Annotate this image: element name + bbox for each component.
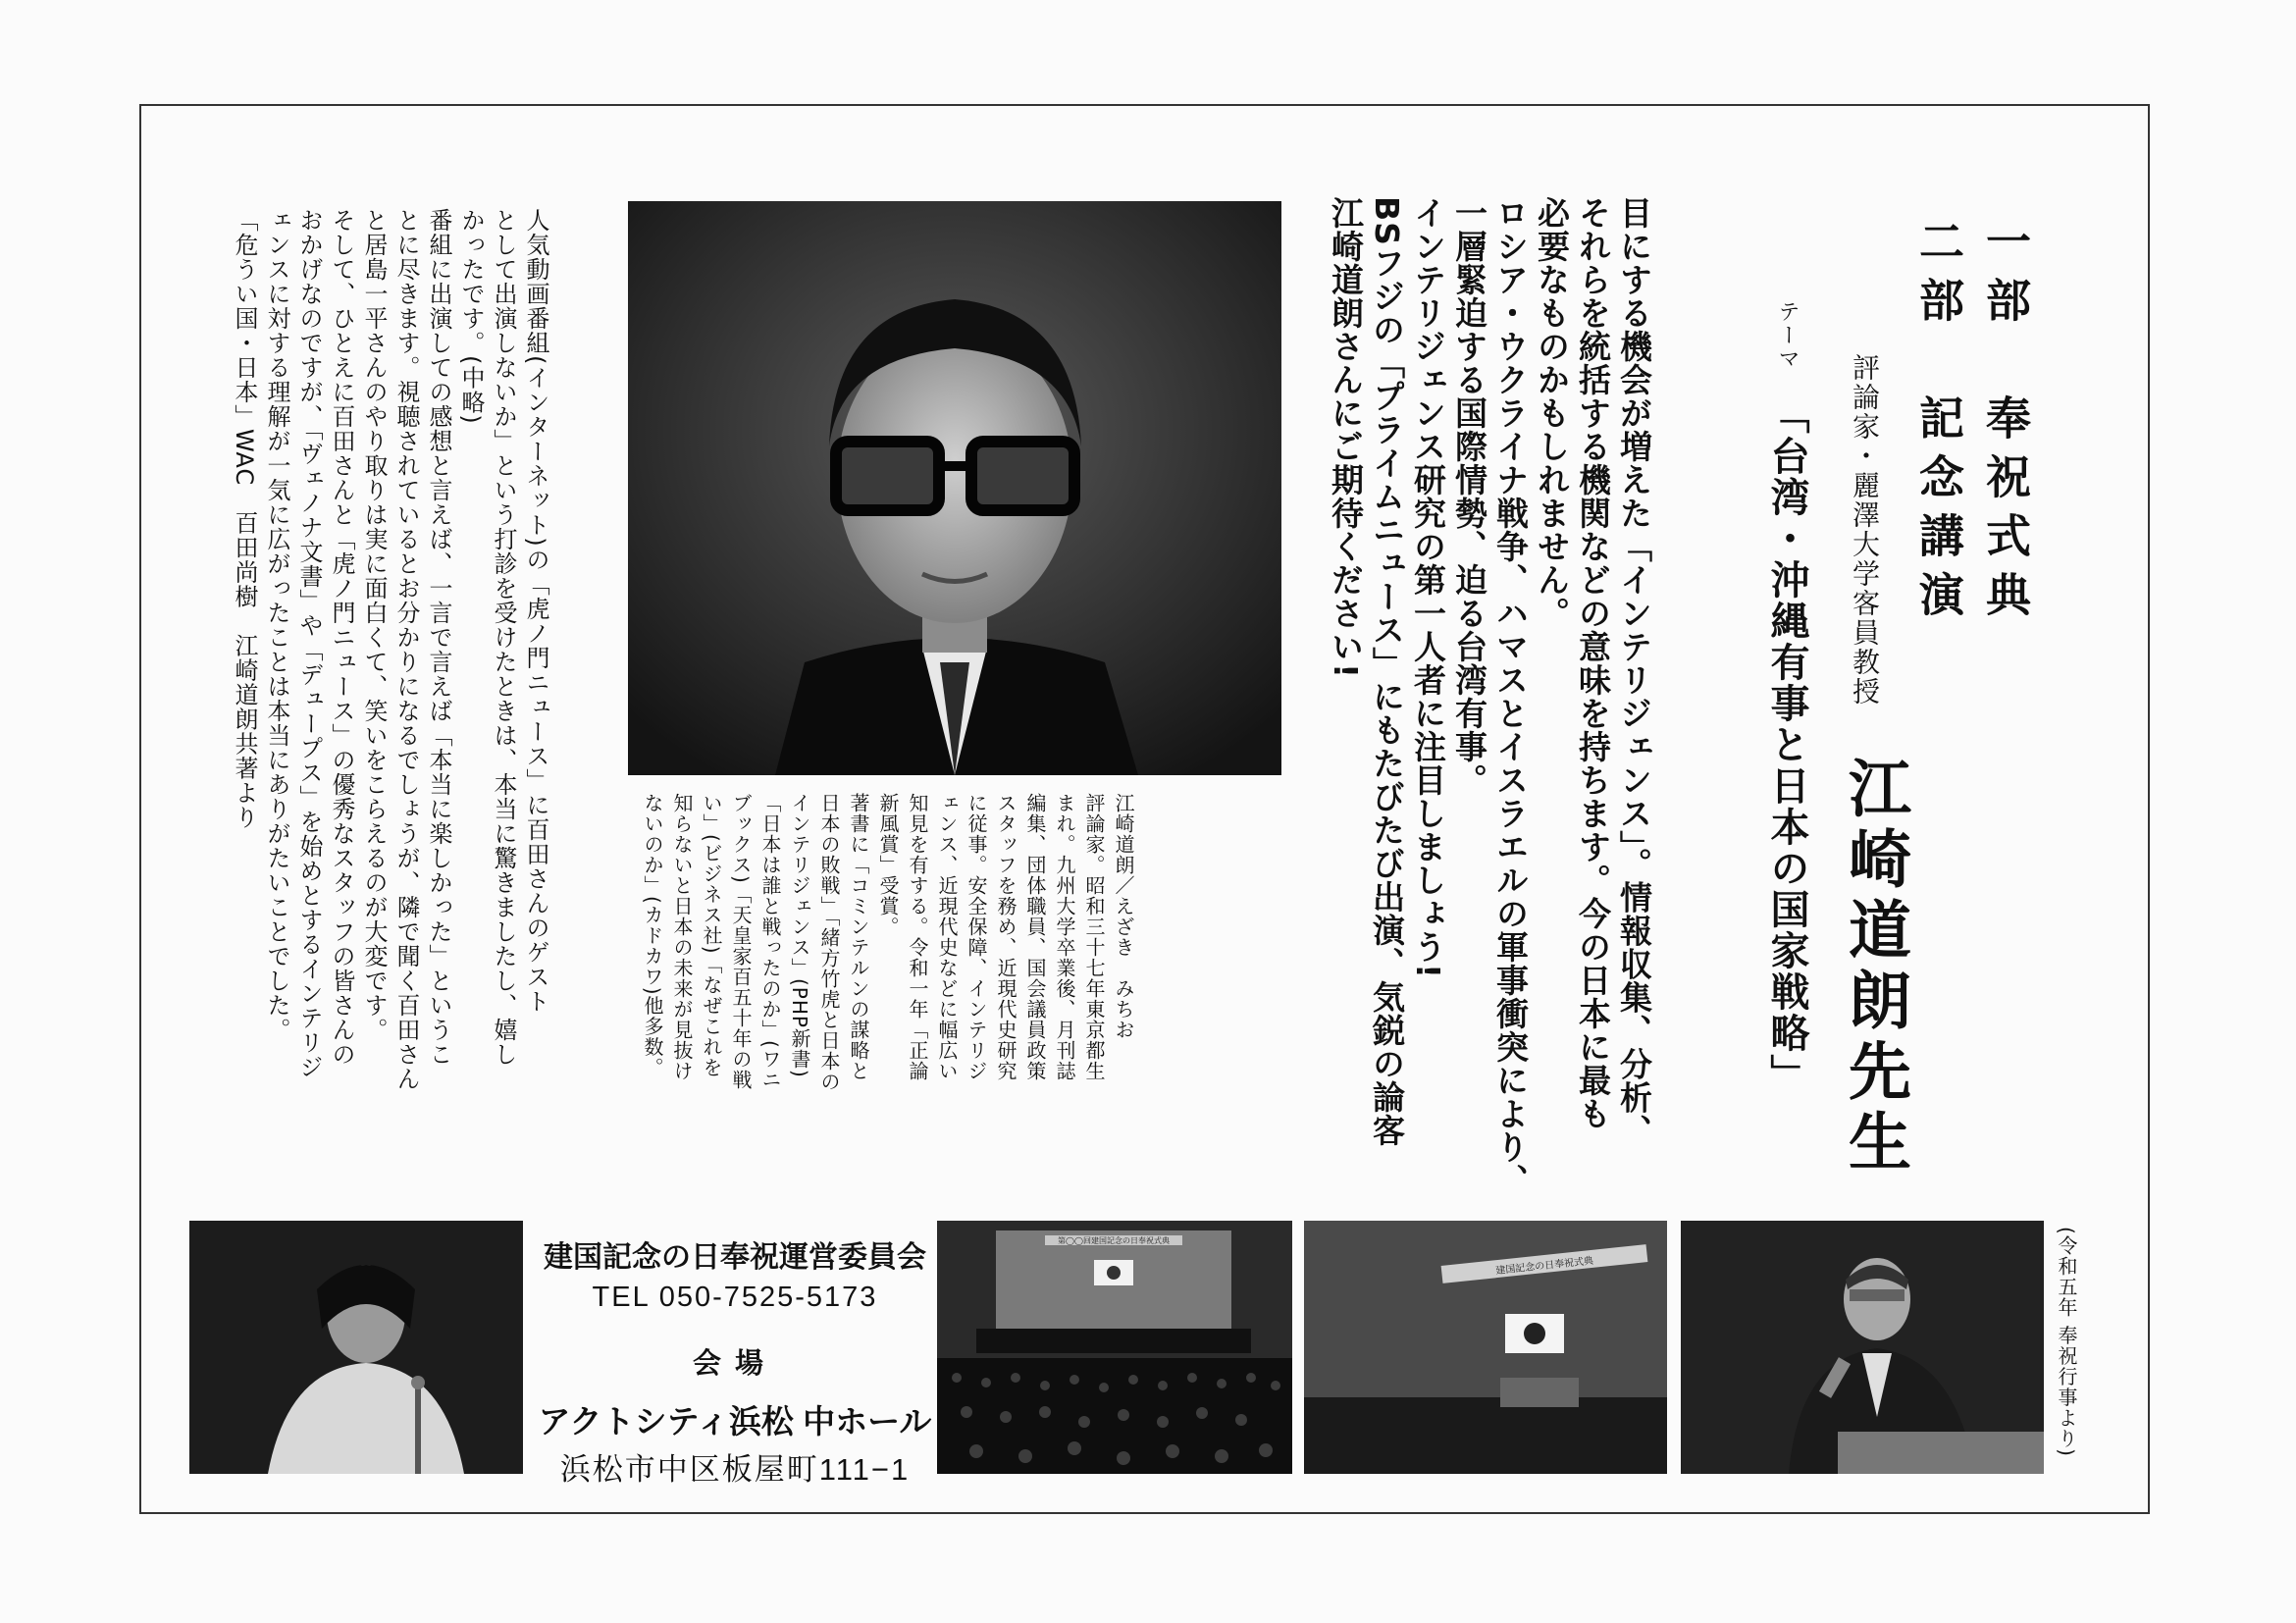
bio-line: ブックス)「天皇家百五十年の戦 bbox=[729, 793, 753, 1090]
intro-line: それらを統括する機関などの意味を持ちます。今の日本に最も bbox=[1574, 196, 1612, 1130]
bio-line: 著書に「コミンテルンの謀略と bbox=[847, 793, 870, 1081]
quote-line: とに尽きます。視聴されているとお分かりになるでしょうが、隣で聞く百田さん bbox=[392, 208, 420, 1091]
intro-line: インテリジェンス研究の第一人者に注目しましょう! bbox=[1409, 196, 1447, 980]
event-photo-speaker bbox=[1681, 1221, 2044, 1474]
bio-line: 知見を有する。令和一年「正論 bbox=[906, 793, 929, 1081]
lecturer-bio bbox=[638, 793, 1138, 1092]
intro-line: BSフジの「プライムニュース」にもたびたび出演、気鋭の論客 bbox=[1368, 196, 1406, 1147]
event-photo-hall bbox=[937, 1221, 1292, 1474]
event-photo-stage bbox=[1304, 1221, 1667, 1474]
bio-line: 編集、団体職員、国会議員政策 bbox=[1023, 793, 1047, 1081]
bio-line: スタッフを務め、近現代史研究 bbox=[994, 793, 1018, 1081]
theme-label: テーマ bbox=[1775, 300, 1800, 371]
phone-number: TEL 050-7525-5173 bbox=[592, 1282, 878, 1313]
bio-line: インテリジェンス」(PHP新書) bbox=[788, 793, 811, 1078]
bio-line: ないのか」(カドカワ)他多数。 bbox=[641, 793, 664, 1078]
theme-title: 「台湾・沖縄有事と日本の国家戦略」 bbox=[1764, 394, 1809, 1095]
intro-line: ロシア・ウクライナ戦争、ハマスとイスラエルの軍事衝突により、 bbox=[1491, 196, 1530, 1197]
bio-line: 評論家。昭和三十七年東京都生 bbox=[1082, 793, 1106, 1081]
lecturer-name: 江崎道朗先生 bbox=[1838, 756, 1910, 1179]
quote-line: おかげなのですが、「ヴェノナ文書」や「デュープス」を始めとするインテリジ bbox=[295, 208, 323, 1079]
quote-line: 番組に出演しての感想と言えば、一言で言えば「本当に楽しかった」というこ bbox=[425, 208, 452, 1067]
quote-line: として出演しないか」という打診を受けたときは、本当に驚きましたし、嬉し bbox=[490, 208, 517, 1067]
part1-heading: 一部 奉祝式典 bbox=[1979, 218, 2032, 630]
bio-line: 日本の敗戦」「緒方竹虎と日本の bbox=[817, 793, 841, 1092]
bio-line: 「日本は誰と戦ったのか」(ワニ bbox=[758, 793, 782, 1090]
venue-name: アクトシティ浜松 中ホール bbox=[538, 1403, 932, 1440]
bio-line: い」(ビジネス社)「なぜこれを bbox=[700, 793, 723, 1078]
bio-line: ェンス、近現代史などに幅広い bbox=[935, 793, 959, 1081]
hall-banner-text: 第◯◯回建国記念の日奉祝式典 bbox=[1058, 1236, 1170, 1245]
contact-block bbox=[533, 1238, 937, 1492]
quote-line: と居島一平さんのやり取りは実に面白くて、笑いをこらえるのが大変です。 bbox=[360, 208, 388, 1042]
bio-line: 知らないと日本の未来が見抜け bbox=[670, 793, 694, 1081]
quote-line: 人気動画番組(インターネット)の「虎ノ門ニュース」に百田さんのゲスト bbox=[522, 208, 549, 1014]
intro-text bbox=[1325, 196, 1654, 1197]
quote-line: そして、ひとえに百田さんと「虎ノ門ニュース」の優秀なスタッフの皆さんの bbox=[328, 208, 355, 1067]
quote-excerpt bbox=[228, 208, 551, 1091]
bio-line: まれ。九州大学卒業後、月刊誌 bbox=[1053, 793, 1076, 1081]
event-photo-singer bbox=[189, 1221, 523, 1474]
bio-line: に従事。安全保障、インテリジ bbox=[965, 793, 988, 1081]
quote-line: かったです。(中略) bbox=[457, 208, 485, 425]
quote-line: 「危うい国・日本」WAC 百田尚樹 江崎道朗共著より bbox=[231, 208, 258, 830]
intro-line: 必要なものかもしれません。 bbox=[1533, 196, 1571, 630]
bio-line: 新風賞」受賞。 bbox=[876, 793, 900, 937]
venue-address: 浜松市中区板屋町111−1 bbox=[559, 1452, 911, 1487]
lecturer-title: 評論家・麗澤大学客員教授 bbox=[1849, 353, 1881, 707]
intro-line: 目にする機会が増えた「インテリジェンス」。情報収集、分析、 bbox=[1615, 196, 1653, 1148]
lecturer-portrait-photo bbox=[628, 201, 1281, 775]
intro-line: 江崎道朗さんにご期待ください! bbox=[1327, 196, 1365, 680]
quote-line: ェンスに対する理解が一気に広がったことは本当にありがたいことでした。 bbox=[263, 208, 290, 1042]
bio-line: 江崎道朗／えざき みちお bbox=[1112, 793, 1135, 1040]
intro-line: 一層緊迫する国際情勢、迫る台湾有事。 bbox=[1450, 196, 1488, 797]
part2-heading: 二部 記念講演 bbox=[1912, 218, 1965, 630]
organizer-name: 建国記念の日奉祝運営委員会 bbox=[544, 1241, 926, 1274]
photo-caption: (令和五年 奉祝行事より) bbox=[2055, 1227, 2078, 1457]
venue-label: 会場 bbox=[692, 1348, 777, 1380]
stage-banner-text: 建国記念の日奉祝式典 bbox=[1494, 1255, 1594, 1278]
